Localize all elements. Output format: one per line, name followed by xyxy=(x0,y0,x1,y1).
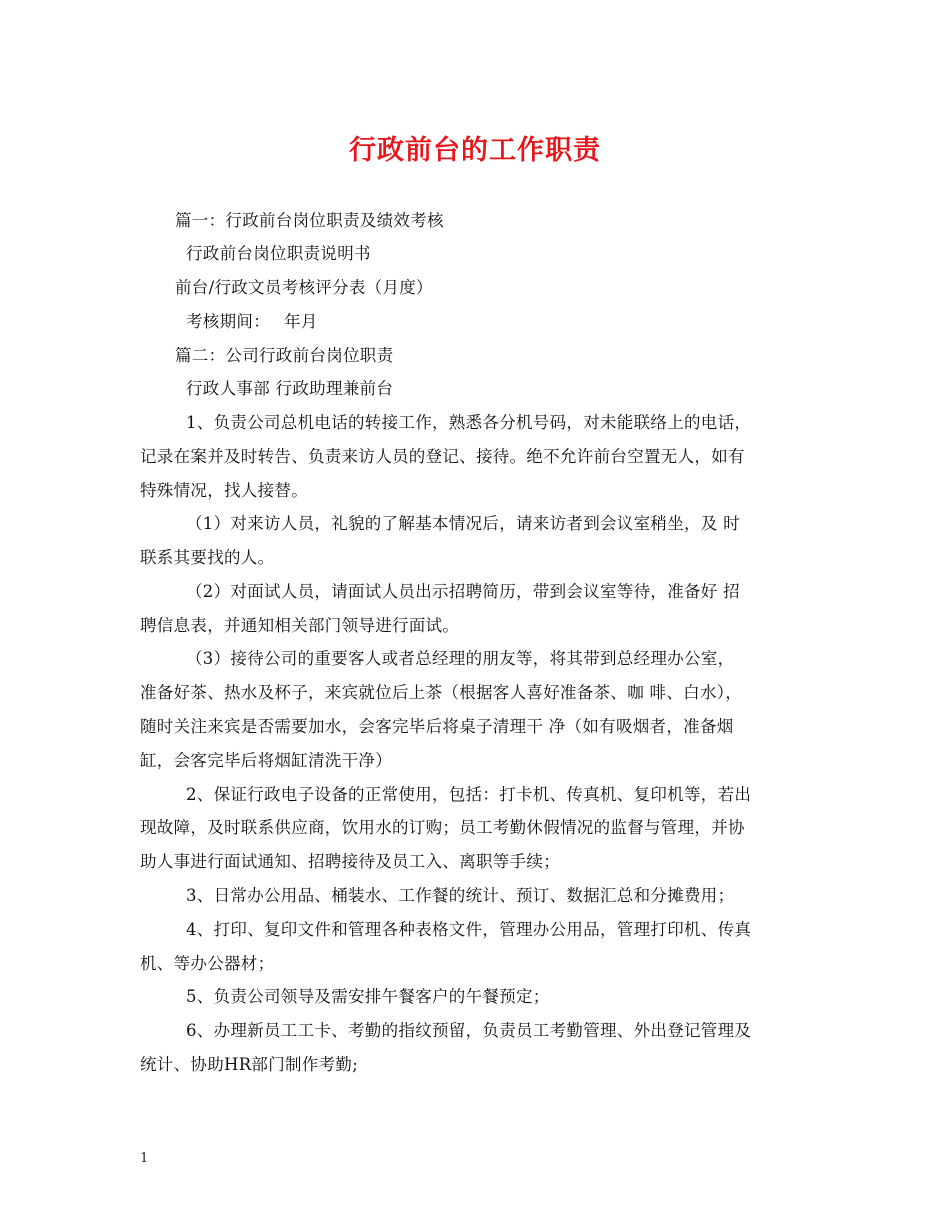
text-line: 特殊情况，找人接替。 xyxy=(140,481,308,500)
text-line: （2）对面试人员，请面试人员出示招聘简历，带到会议室等待，准备好 招 xyxy=(186,582,740,601)
text-line: 准备好茶、热水及杯子，来宾就位后上茶（根据客人喜好准备茶、咖 啡、白水）， xyxy=(140,683,743,702)
text-line: 现故障，及时联系供应商，饮用水的订购；员工考勤休假情况的监督与管理，并协 xyxy=(140,818,745,837)
document-title: 行政前台的工作职责 xyxy=(349,135,601,166)
text-line: 机、等办公器材； xyxy=(140,954,275,973)
text-line: 前台/行政文员考核评分表（月度） xyxy=(175,278,433,297)
text-line: 篇一：行政前台岗位职责及绩效考核 xyxy=(175,211,444,230)
text-line: （3）接待公司的重要客人或者总经理的朋友等，将其带到总经理办公室， xyxy=(186,649,735,668)
text-line: 行政前台岗位职责说明书 xyxy=(186,244,371,263)
text-line: 6、办理新员工工卡、考勤的指纹预留，负责员工考勤管理、外出登记管理及 xyxy=(186,1021,752,1040)
text-line: 随时关注来宾是否需要加水，会客完毕后将桌子清理干 净（如有吸烟者，准备烟 xyxy=(140,717,734,736)
text-line: 行政人事部 行政助理兼前台 xyxy=(186,379,394,398)
text-line: 记录在案并及时转告、负责来访人员的登记、接待。绝不允许前台空置无人，如有 xyxy=(140,447,745,466)
text-line: 缸，会客完毕后将烟缸清洗干净） xyxy=(140,751,392,770)
page-number: 1 xyxy=(140,1151,149,1166)
text-line: 联系其要找的人。 xyxy=(140,548,275,567)
text-line: 考核期间： 年月 xyxy=(186,312,318,331)
text-line: （1）对来访人员，礼貌的了解基本情况后，请来访者到会议室稍坐，及 时 xyxy=(186,514,740,533)
text-line: 3、日常办公用品、桶装水、工作餐的统计、预订、数据汇总和分摊费用； xyxy=(186,886,735,905)
text-line: 聘信息表，并通知相关部门领导进行面试。 xyxy=(140,616,460,635)
text-line: 2、保证行政电子设备的正常使用，包括：打卡机、传真机、复印机等，若出 xyxy=(186,785,752,804)
text-line: 1、负责公司总机电话的转接工作，熟悉各分机号码，对未能联络上的电话， xyxy=(186,413,752,432)
text-line: 4、打印、复印文件和管理各种表格文件，管理办公用品，管理打印机、传真 xyxy=(186,920,752,939)
text-line: 5、负责公司领导及需安排午餐客户的午餐预定； xyxy=(186,987,550,1006)
text-line: 篇二：公司行政前台岗位职责 xyxy=(175,346,394,365)
text-line: 助人事进行面试通知、招聘接待及员工入、离职等手续； xyxy=(140,852,560,871)
text-line: 统计、协助HR部门制作考勤; xyxy=(140,1055,359,1074)
